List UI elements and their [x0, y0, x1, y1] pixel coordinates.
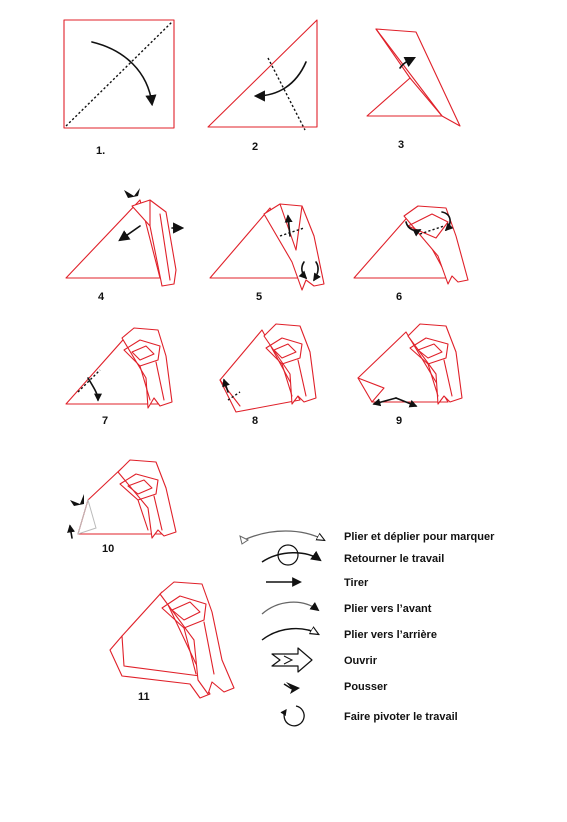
- step-11-label: 11: [138, 691, 150, 703]
- legend-label-fold-unfold: Plier et déplier pour marquer: [344, 531, 495, 543]
- step-3-figure: [367, 29, 460, 126]
- step-7-label: 7: [102, 415, 109, 427]
- turn-over-icon: [262, 545, 320, 565]
- step-5-label: 5: [256, 291, 263, 303]
- step-9-label: 9: [396, 415, 403, 427]
- step-10-figure: [70, 460, 176, 538]
- step-2-label: 2: [252, 141, 259, 153]
- legend-label-turn-over: Retourner le travail: [344, 553, 445, 565]
- legend-label-open: Ouvrir: [344, 655, 378, 667]
- step-8-figure: [220, 324, 316, 412]
- step-11-figure: [110, 582, 234, 698]
- legend-label-push: Pousser: [344, 681, 388, 693]
- step-2-figure: [208, 20, 317, 130]
- step-1-figure: [64, 20, 174, 128]
- valley-fold-arrow-icon: [262, 602, 318, 614]
- rotate-icon: [284, 706, 304, 726]
- step-4-figure: [66, 188, 182, 286]
- legend-label-mountain-fold: Plier vers l’arrière: [344, 629, 437, 641]
- step-9-figure: [358, 324, 462, 406]
- step-10-label: 10: [102, 543, 115, 555]
- step-4-label: 4: [98, 291, 105, 303]
- legend-label-rotate: Faire pivoter le travail: [344, 711, 458, 723]
- step-1-label: 1.: [96, 145, 106, 157]
- step-6-label: 6: [396, 291, 403, 303]
- step-6-figure: [354, 206, 468, 284]
- legend: [240, 531, 495, 726]
- fold-unfold-arrow-icon: [240, 531, 324, 544]
- open-arrow-icon: [272, 648, 312, 672]
- step-8-label: 8: [252, 415, 259, 427]
- push-arrow-icon: [284, 682, 300, 694]
- legend-label-valley-fold: Plier vers l’avant: [344, 603, 432, 615]
- mountain-fold-arrow-icon: [262, 629, 318, 640]
- legend-label-pull: Tirer: [344, 577, 369, 589]
- step-3-label: 3: [398, 139, 405, 151]
- step-7-figure: [66, 328, 172, 408]
- step-5-figure: [210, 204, 324, 290]
